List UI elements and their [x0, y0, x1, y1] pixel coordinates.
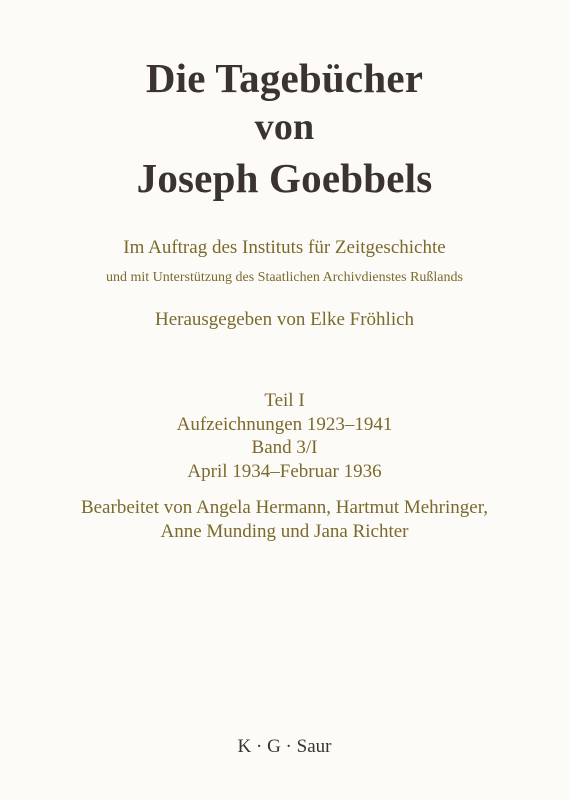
title-line-1: Die Tagebücher [145, 55, 424, 101]
publisher-imprint: K · G · Saur [237, 736, 332, 757]
part-label: Teil I [264, 390, 305, 411]
editors-line-2: Anne Munding und Jana Richter [160, 521, 409, 542]
editor-line: Herausgegeben von Elke Fröhlich [154, 309, 415, 330]
volume-period: April 1934–Februar 1936 [187, 461, 382, 482]
title-line-3: Joseph Goebbels [136, 155, 433, 201]
title-line-2: von [254, 106, 315, 148]
commission-line-1: Im Auftrag des Instituts für Zeitgeschichte [123, 237, 446, 258]
editors-line-1: Bearbeitet von Angela Hermann, Hartmut Mehringer, [80, 497, 489, 518]
part-subtitle: Aufzeichnungen 1923–1941 [176, 414, 393, 435]
commission-line-2: und mit Unterstützung des Staatlichen Archivdienstes Rußlands [106, 270, 463, 285]
volume-label: Band 3/I [251, 437, 318, 458]
